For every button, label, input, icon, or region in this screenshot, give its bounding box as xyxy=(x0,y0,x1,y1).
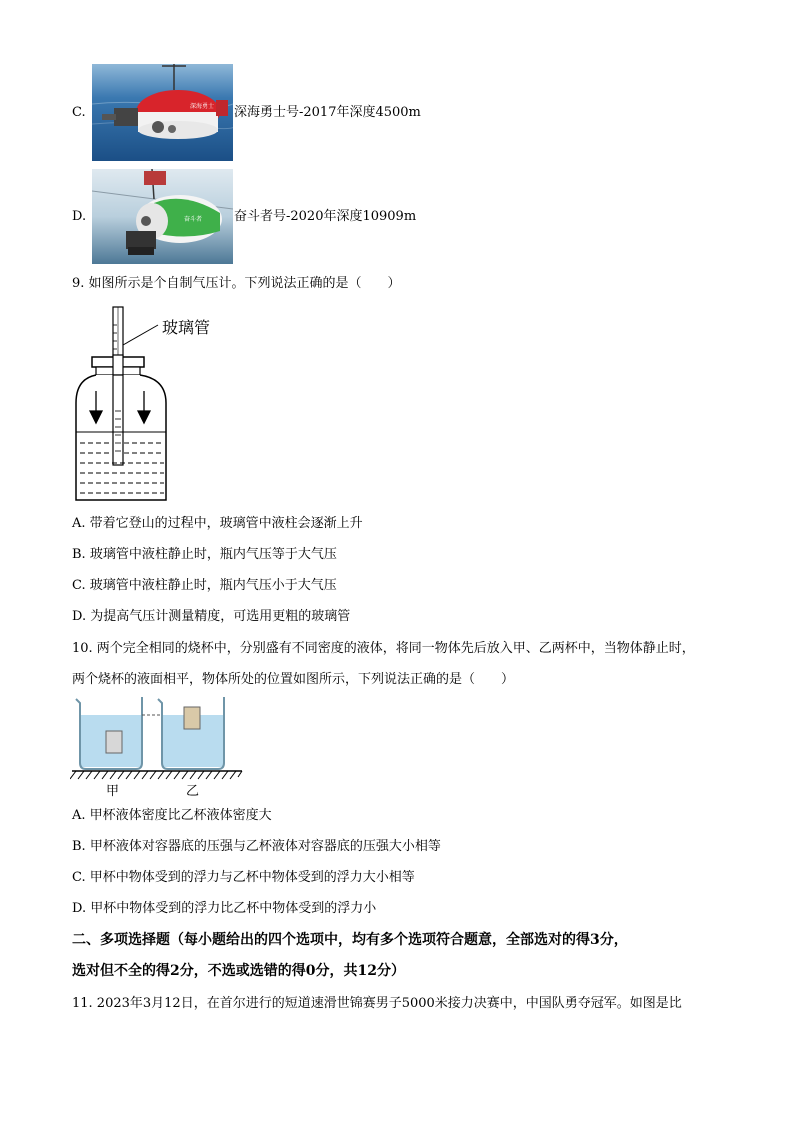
q10-option-a: A. 甲杯液体密度比乙杯液体密度大 xyxy=(72,808,272,823)
section-2-heading-line1: 二、多项选择题（每小题给出的四个选项中，均有多个选项符合题意，全部选对的得3分， xyxy=(72,932,628,948)
option-c-letter: C. xyxy=(72,105,86,120)
svg-text:奋斗者: 奋斗者 xyxy=(184,216,203,223)
q9-option-a: A. 带着它登山的过程中，玻璃管中液柱会逐渐上升 xyxy=(72,516,363,531)
submersible-shenhai-photo xyxy=(92,64,233,161)
question-10-stem-line1: 10. 两个完全相同的烧杯中，分别盛有不同密度的液体，将同一物体先后放入甲、乙两杯中，当物体静止时， xyxy=(72,641,695,656)
question-11-stem-line1: 11. 2023年3月12日，在首尔进行的短道速滑世锦赛男子5000米接力决赛中，中国队勇夺冠军。如图是比 xyxy=(72,996,682,1011)
question-10-stem-line2: 两个烧杯的液面相平，物体所处的位置如图所示，下列说法正确的是（ ） xyxy=(72,672,515,687)
q9-option-b: B. 玻璃管中液柱静止时，瓶内气压等于大气压 xyxy=(72,547,337,562)
section-2-heading-line2: 选对但不全的得2分，不选或选错的得0分，共12分） xyxy=(72,963,405,979)
beaker-label-yi: 乙 xyxy=(186,784,200,799)
option-c-caption: 深海勇士号-2017年深度4500m xyxy=(234,105,421,120)
glass-tube-label: 玻璃管 xyxy=(162,318,211,337)
q10-option-c: C. 甲杯中物体受到的浮力与乙杯中物体受到的浮力大小相等 xyxy=(72,870,415,885)
beakers-figure xyxy=(70,693,250,801)
svg-text:深海勇士: 深海勇士 xyxy=(190,103,215,110)
q9-option-d: D. 为提高气压计测量精度，可选用更粗的玻璃管 xyxy=(72,609,351,624)
option-d-letter: D. xyxy=(72,209,87,224)
option-d-caption: 奋斗者号-2020年深度10909m xyxy=(234,209,417,224)
submersible-fendouzhe-photo xyxy=(92,169,233,264)
q9-option-c: C. 玻璃管中液柱静止时，瓶内气压小于大气压 xyxy=(72,578,337,593)
barometer-figure xyxy=(70,305,250,505)
beaker-label-jia: 甲 xyxy=(106,784,120,799)
question-9-stem: 9. 如图所示是个自制气压计。下列说法正确的是（ ） xyxy=(72,276,401,291)
q10-option-b: B. 甲杯液体对容器底的压强与乙杯液体对容器底的压强大小相等 xyxy=(72,839,441,854)
q10-option-d: D. 甲杯中物体受到的浮力比乙杯中物体受到的浮力小 xyxy=(72,901,377,916)
